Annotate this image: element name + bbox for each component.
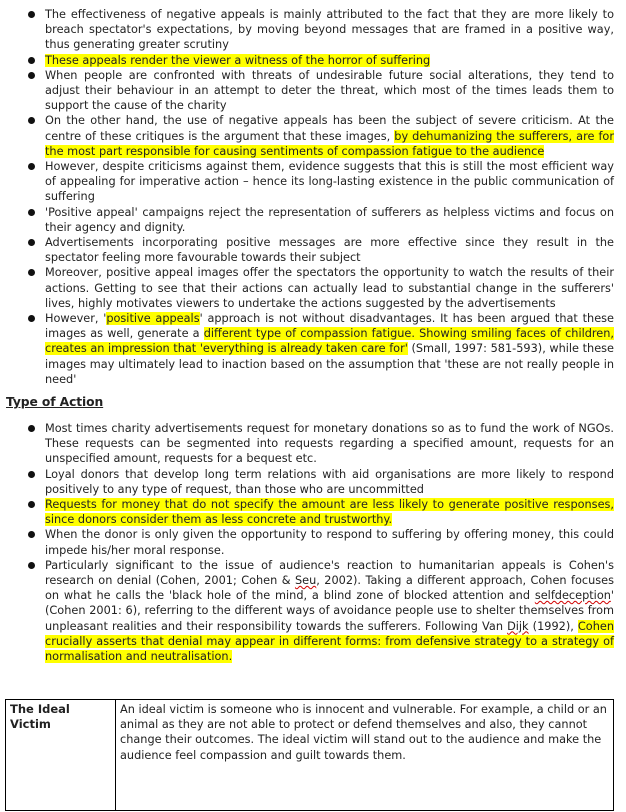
list-item — [0, 113, 626, 159]
body-text: ' approach is not without disadvantages. It has been argued that these images as well, generate a — [45, 312, 614, 341]
body-text: The effectiveness of negative appeals is mainly attributed to the fact that they are more likely to breach spectator's expectations, by moving beyond messages that are framed in a positive way, thus generating greater scrutiny — [45, 8, 614, 52]
bullet-icon — [28, 531, 35, 538]
body-text: Advertisements incorporating positive messages are more effective since they result in the spectator feeling more favourable towards their subject — [45, 236, 614, 265]
bullet-icon — [28, 471, 35, 478]
bullet-icon — [28, 425, 35, 432]
body-text: Moreover, positive appeal images offer the spectators the opportunity to watch the results of their actions. Getting to see that their actions can actually lead to substantial change in the sufferers' lives, highly motivates viewers to undertake the actions suggested by the advertisements — [45, 266, 614, 310]
bullet-icon — [28, 269, 35, 276]
list-item — [0, 53, 626, 68]
highlighted-text: by dehumanizing the sufferers, are for the most part responsible for causing sentiments of compassion fatigue to the audience — [45, 129, 614, 158]
list-item — [0, 159, 626, 205]
bullet-icon — [28, 562, 35, 569]
list-item — [0, 421, 626, 467]
bullet-icon — [28, 11, 35, 18]
body-text: (1992), — [528, 619, 578, 633]
ideal-victim-table — [5, 699, 614, 811]
list-item — [0, 311, 626, 387]
list-item — [0, 265, 626, 311]
spellcheck-flagged-word: Seu — [294, 574, 317, 588]
table-row — [6, 700, 614, 811]
highlighted-text: These appeals render the viewer a witness of the horror of suffering — [45, 53, 431, 67]
bullet-icon — [28, 315, 35, 322]
body-text: , 2002). Taking a different approach, Cohen focuses on what he calls the 'black hole of the mind, a blind zone of blocked attention and — [45, 574, 614, 603]
body-text: When the donor is only given the opportunity to respond to suffering by offering money, this could impede his/her moral response. — [45, 528, 614, 557]
bullet-icon — [28, 163, 35, 170]
body-text: However, despite criticisms against them, evidence suggests that this is still the most efficient way of appealing for imperative action – hence its long-lasting existence in the public communication of suffering — [45, 160, 614, 204]
highlighted-text: different type of compassion fatigue. Showing smiling faces of children, creates an impression that 'everything is already taken care for' — [45, 327, 614, 356]
spellcheck-flagged-word: Dijk — [507, 619, 529, 633]
list-item — [0, 497, 626, 527]
bullet-icon — [28, 209, 35, 216]
table-term-cell: The Ideal Victim — [6, 700, 116, 811]
bullet-icon — [28, 117, 35, 124]
list-item — [0, 467, 626, 497]
list-item — [0, 527, 626, 557]
body-text: ' (Cohen 2001: 6), referring to the different ways of avoidance people use to shelter themselves from unpleasant realities and their responsibility towards the sufferers. Following Van — [45, 589, 614, 633]
body-text: However, ' — [45, 312, 107, 326]
bullet-icon — [28, 72, 35, 79]
body-text: When people are confronted with threats of undesirable future social alterations, they tend to adjust their behaviour in an attempt to deter the threat, which most of the times leads them to support the cause of the charity — [45, 68, 614, 113]
list-item — [0, 235, 626, 265]
negative-positive-appeals-list — [0, 7, 626, 387]
body-text: Loyal donors that develop long term relations with aid organisations are more likely to respond positively to any type of request, than those who are uncommitted — [45, 467, 614, 496]
highlighted-text: Requests for money that do not specify the amount are less likely to generate positive responses, since donors consider them as less concrete and trustworthy. — [45, 498, 614, 527]
highlighted-text: Cohen crucially asserts that denial may appear in different forms: from defensive strategy to a strategy of normalisation and neutralisation. — [45, 619, 614, 664]
body-text: (Small, 1997: 581-593), while these images may ultimately lead to inaction based on the assumption that 'these are not really people in need' — [45, 342, 614, 386]
type-of-action-list — [0, 421, 626, 664]
body-text: On the other hand, the use of negative appeals has been the subject of severe criticism. At the centre of these critiques is the argument that these images, — [45, 114, 614, 143]
spellcheck-flagged-word: selfdeception — [534, 589, 611, 603]
bullet-icon — [28, 57, 35, 64]
bullet-icon — [28, 239, 35, 246]
table-definition-cell: An ideal victim is someone who is innocent and vulnerable. For example, a child or an animal as they are not able to protect or defend themselves and also, they cannot change their outcomes. The ideal victim will stand out to the audience and make the audience feel compassion and guilt towards them. — [116, 700, 614, 811]
body-text: Particularly significant to the issue of audience's reaction to humanitarian appeals is Cohen's research on denial (Cohen, 2001; Cohen & — [45, 558, 614, 588]
list-item — [0, 558, 626, 664]
body-text: Most times charity advertisements request for monetary donations so as to fund the work of NGOs. These requests can be segmented into requests regarding a specified amount, requests for an unspecified amount, requests for a bequest etc. — [45, 422, 614, 466]
body-text: 'Positive appeal' campaigns reject the representation of sufferers as helpless victims and focus on their agency and dignity. — [45, 205, 614, 234]
section-heading: Type of Action — [6, 395, 104, 409]
list-item — [0, 205, 626, 235]
list-item — [0, 7, 626, 53]
list-item — [0, 68, 626, 114]
bullet-icon — [28, 501, 35, 508]
highlighted-text: positive appeals — [106, 312, 200, 326]
